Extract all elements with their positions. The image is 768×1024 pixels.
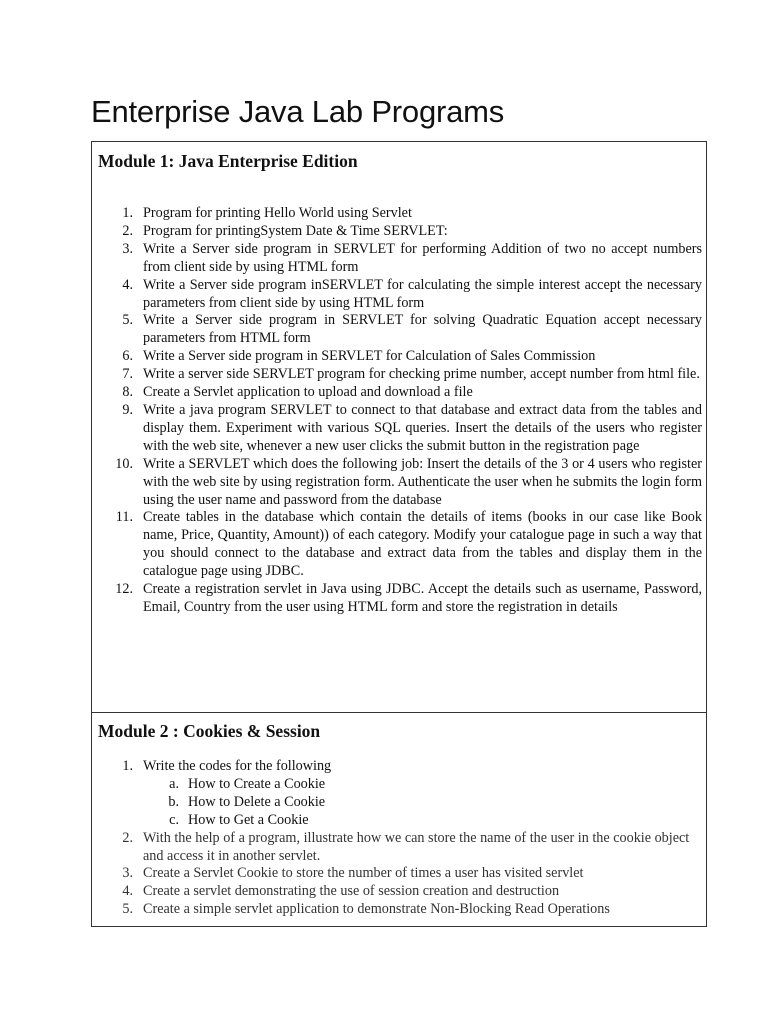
list-item — [92, 205, 702, 223]
sub-list-item — [143, 776, 702, 794]
list-item-text: Write a server side SERVLET program for checking prime number, accept number from html file. — [143, 366, 700, 383]
list-item — [92, 312, 702, 348]
list-item-number: 1. — [122, 758, 133, 774]
list-item — [92, 402, 702, 456]
list-item-text: Program for printingSystem Date & Time SERVLET: — [143, 222, 448, 239]
sub-list-item-text: How to Create a Cookie — [188, 775, 326, 792]
list-item-number: 5. — [122, 901, 133, 918]
list-item — [92, 581, 702, 617]
list-item — [92, 830, 702, 866]
module-2-program-list — [92, 758, 702, 919]
list-item-number: 2. — [122, 829, 133, 846]
sub-list-item-letter: b. — [168, 793, 179, 810]
list-item-text: Create a registration servlet in Java using JDBC. Accept the details such as username, Password, Email, Country from the user using HTML form and store the registration in details — [143, 581, 702, 615]
list-item-text: Create a Servlet application to upload and download a file — [143, 384, 473, 401]
sub-list-item — [143, 794, 702, 812]
list-item-text: Write a Server side program in SERVLET for solving Quadratic Equation accept necessary parameters from HTML form — [143, 312, 702, 347]
sub-list-item-text: How to Delete a Cookie — [188, 793, 326, 810]
list-item-text: Create a servlet demonstrating the use of session creation and destruction — [143, 883, 560, 900]
list-item-text: Write a Server side program inSERVLET for calculating the simple interest accept the necessary parameters from client side by using HTML form — [143, 276, 702, 311]
page-title: Enterprise Java Lab Programs — [91, 94, 505, 129]
list-item-number: 10. — [115, 455, 133, 472]
list-item-text: Program for printing Hello World using Servlet — [143, 205, 412, 221]
module-2-heading: Module 2 : Cookies & Session — [98, 721, 321, 741]
list-item-number: 4. — [122, 883, 133, 900]
list-item-text: With the help of a program, illustrate how we can store the name of the user in the cookie object and access it in another servlet. — [143, 829, 690, 864]
list-item-number: 8. — [122, 384, 133, 401]
list-item-number: 3. — [122, 865, 133, 882]
list-item — [92, 348, 702, 366]
sub-list — [143, 776, 702, 830]
module-1-program-list — [92, 205, 702, 617]
list-item — [92, 883, 702, 901]
list-item — [92, 456, 702, 510]
list-item-number: 3. — [122, 240, 133, 257]
list-item — [92, 509, 702, 581]
sub-list-item — [143, 812, 702, 830]
module-1-heading: Module 1: Java Enterprise Edition — [98, 151, 358, 171]
module-1-box — [91, 141, 707, 713]
list-item — [92, 384, 702, 402]
sub-list-item-letter: a. — [169, 775, 179, 792]
list-item — [92, 366, 702, 384]
list-item-number: 7. — [122, 366, 133, 383]
sub-list-item-text: How to Get a Cookie — [188, 811, 309, 828]
list-item — [92, 865, 702, 883]
list-item-text: Write a java program SERVLET to connect to that database and extract data from the tables and display them. Experiment with various SQL queries. Insert the details of the users who register with the web site, whenever a new user clicks the submit button in the registration page — [143, 401, 702, 454]
sub-list-item-letter: c. — [169, 811, 179, 828]
list-item-number: 6. — [122, 348, 133, 365]
list-item-text: Write a Server side program in SERVLET for performing Addition of two no accept numbers from client side by using HTML form — [143, 240, 702, 275]
list-item-text: Write a Server side program in SERVLET for Calculation of Sales Commission — [143, 348, 596, 365]
list-item-number: 5. — [122, 312, 133, 329]
list-item — [92, 277, 702, 313]
list-item — [92, 901, 702, 919]
list-item-text: Create tables in the database which contain the details of items (books in our case like Book name, Price, Quantity, Amount)) of each category. Modify your catalogue page in such a way that you should connect to the database and extract data from the tables and display them in the catalogue page using JDBC. — [143, 509, 702, 580]
list-item-number: 4. — [122, 276, 133, 293]
list-item-text: Create a Servlet Cookie to store the number of times a user has visited servlet — [143, 865, 584, 882]
list-item-number: 9. — [122, 401, 133, 418]
module-2-box — [91, 712, 707, 927]
list-item — [92, 758, 702, 830]
list-item-number: 12. — [115, 581, 133, 598]
list-item — [92, 223, 702, 241]
list-item-text: Write the codes for the following — [143, 758, 332, 774]
list-item-text: Create a simple servlet application to demonstrate Non-Blocking Read Operations — [143, 901, 610, 918]
list-item-text: Write a SERVLET which does the following job: Insert the details of the 3 or 4 users who register with the web site by using registration form. Authenticate the user when he submits the login form using the user name and password from the database — [143, 455, 702, 508]
list-item-number: 1. — [122, 205, 133, 221]
list-item — [92, 241, 702, 277]
list-item-number: 11. — [115, 509, 133, 526]
list-item-number: 2. — [122, 222, 133, 239]
